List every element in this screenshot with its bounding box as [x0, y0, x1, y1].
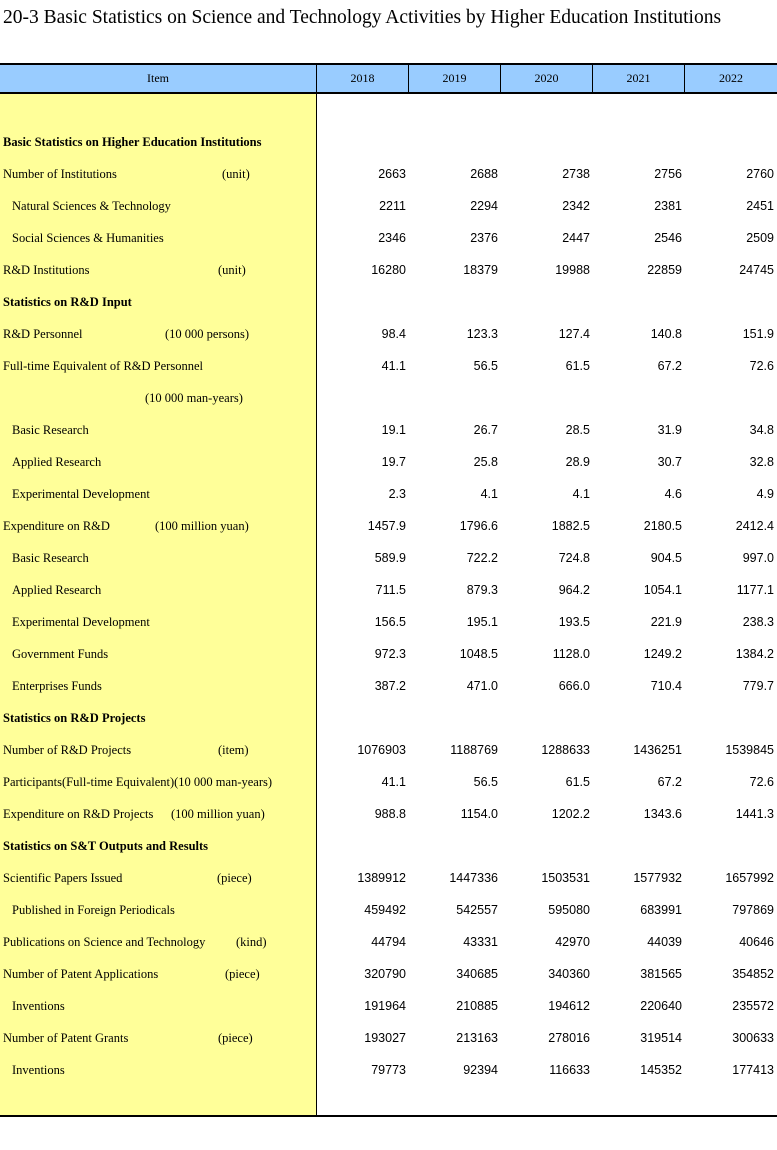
table-cell: 79773 [371, 1063, 406, 1077]
table-cell: 1202.2 [551, 807, 590, 821]
header-year: 2022 [719, 71, 743, 85]
table-row [317, 318, 777, 350]
row-label [0, 862, 317, 894]
table-cell: 43331 [463, 935, 498, 949]
table-cell: 145352 [640, 1063, 682, 1077]
header-year: 2019 [409, 65, 501, 92]
row-label [0, 446, 317, 478]
row-label-text: Natural Sciences & Technology [12, 199, 171, 213]
row-label [0, 318, 317, 350]
table-cell: 1188769 [450, 743, 498, 757]
table-cell: 24745 [739, 263, 774, 277]
table-cell: 666.0 [558, 679, 590, 693]
table-cell: 193.5 [558, 615, 590, 629]
table-row [317, 222, 777, 254]
row-label-text: Basic Statistics on Higher Education Institutions [3, 135, 262, 149]
data-columns [317, 94, 777, 1116]
table-cell: 19.7 [381, 455, 406, 469]
table-cell: 41.1 [381, 775, 406, 789]
table-cell: 72.6 [749, 775, 774, 789]
table-cell: 194612 [548, 999, 590, 1013]
row-label-text: Expenditure on R&D [3, 519, 110, 533]
table-row [317, 446, 777, 478]
table-cell [685, 382, 777, 414]
table-cell: 44039 [647, 935, 682, 949]
row-label [0, 926, 317, 958]
table-cell: 2756 [654, 167, 682, 181]
table-cell: 354852 [732, 967, 774, 981]
table-cell: 278016 [548, 1031, 590, 1045]
table-cell: 238.3 [742, 615, 774, 629]
table-cell: 340360 [548, 967, 590, 981]
table-cell: 722.2 [466, 551, 498, 565]
row-unit: (kind) [236, 935, 267, 949]
row-label [0, 222, 317, 254]
table-cell: 4.6 [664, 487, 682, 501]
row-label [0, 94, 317, 126]
table-cell: 195.1 [466, 615, 498, 629]
row-label [0, 894, 317, 926]
row-unit: (100 million yuan) [155, 519, 249, 533]
table-row [317, 606, 777, 638]
table-cell: 1441.3 [735, 807, 774, 821]
table-cell: 340685 [456, 967, 498, 981]
table-cell: 221.9 [650, 615, 682, 629]
table-cell: 1076903 [357, 743, 406, 757]
table-cell [409, 286, 501, 318]
table-cell: 1128.0 [552, 647, 590, 661]
table-row [317, 126, 777, 158]
table-cell: 61.5 [565, 775, 590, 789]
table-cell [685, 94, 777, 126]
table-row [317, 286, 777, 318]
table-cell: 140.8 [650, 327, 682, 341]
table-cell [685, 830, 777, 862]
row-label-text: Enterprises Funds [12, 679, 102, 693]
table-cell: 67.2 [657, 359, 682, 373]
row-label-text: Social Sciences & Humanities [12, 231, 164, 245]
table-cell [317, 126, 409, 158]
table-row [317, 510, 777, 542]
header-year: 2020 [501, 65, 593, 92]
table-cell: 710.4 [650, 679, 682, 693]
row-label [0, 670, 317, 702]
table-cell: 30.7 [657, 455, 682, 469]
row-label [0, 1054, 317, 1086]
row-label [0, 702, 317, 734]
table-cell: 72.6 [749, 359, 774, 373]
table-cell: 42970 [555, 935, 590, 949]
row-label-text: Scientific Papers Issued [3, 871, 123, 885]
table-cell: 2294 [470, 199, 498, 213]
table-cell: 156.5 [374, 615, 406, 629]
item-column [0, 94, 317, 1116]
table-cell: 964.2 [558, 583, 590, 597]
table-row [317, 94, 777, 126]
table-row [317, 1022, 777, 1054]
row-label [0, 382, 317, 414]
row-label-text: R&D Personnel [3, 327, 83, 341]
table-cell: 4.1 [480, 487, 498, 501]
table-row [317, 862, 777, 894]
table-cell [317, 830, 409, 862]
table-cell: 595080 [548, 903, 590, 917]
table-cell: 116633 [549, 1063, 590, 1077]
table-cell: 1048.5 [459, 647, 498, 661]
table-cell [317, 94, 409, 126]
table-cell [317, 702, 409, 734]
table-cell: 471.0 [466, 679, 498, 693]
table-cell: 1436251 [633, 743, 682, 757]
row-label-text: Basic Research [12, 551, 89, 565]
row-label [0, 606, 317, 638]
table-row [317, 894, 777, 926]
table-row [317, 254, 777, 286]
table-cell: 459492 [364, 903, 406, 917]
table-cell: 2376 [470, 231, 498, 245]
table-cell: 1447336 [449, 871, 498, 885]
table-cell: 2760 [746, 167, 774, 181]
row-unit: (piece) [217, 871, 252, 885]
table-cell: 988.8 [374, 807, 406, 821]
table-cell: 724.8 [558, 551, 590, 565]
table-cell: 123.3 [466, 327, 498, 341]
table-row [317, 990, 777, 1022]
row-label-text: Published in Foreign Periodicals [12, 903, 175, 917]
row-label-text: Government Funds [12, 647, 109, 661]
row-unit: (piece) [218, 1031, 253, 1045]
row-label [0, 158, 317, 190]
table-cell: 797869 [732, 903, 774, 917]
table-cell: 213163 [456, 1031, 498, 1045]
table-cell [501, 702, 593, 734]
table-cell: 40646 [739, 935, 774, 949]
row-unit: (item) [218, 743, 249, 757]
table-cell: 1177.1 [736, 583, 774, 597]
statistics-table [0, 63, 777, 1116]
table-cell [685, 702, 777, 734]
row-label [0, 798, 317, 830]
table-cell [501, 94, 593, 126]
table-cell: 1539845 [725, 743, 774, 757]
table-cell: 1154.0 [460, 807, 498, 821]
table-cell: 56.5 [473, 359, 498, 373]
row-label-text: Expenditure on R&D Projects [3, 807, 154, 821]
table-cell: 997.0 [742, 551, 774, 565]
table-row [317, 638, 777, 670]
row-label [0, 478, 317, 510]
table-row [317, 734, 777, 766]
table-row [317, 478, 777, 510]
table-cell: 2180.5 [643, 519, 682, 533]
table-cell: 18379 [463, 263, 498, 277]
table-cell: 4.1 [572, 487, 590, 501]
row-label-text: Participants(Full-time Equivalent)(10 000 man-years) [3, 775, 273, 789]
table-cell [593, 702, 685, 734]
table-cell: 19988 [555, 263, 590, 277]
row-unit: (10 000 man-years) [145, 391, 243, 405]
table-cell: 56.5 [473, 775, 498, 789]
row-unit: (piece) [225, 967, 260, 981]
header-item: Item [0, 65, 317, 92]
table-cell [593, 126, 685, 158]
row-label-text: Basic Research [12, 423, 89, 437]
row-label [0, 254, 317, 286]
table-cell: 177413 [732, 1063, 774, 1077]
page-title: 20-3 Basic Statistics on Science and Technology Activities by Higher Education Institutions [3, 7, 722, 28]
table-cell: 2447 [562, 231, 590, 245]
row-label-text: Full-time Equivalent of R&D Personnel [3, 359, 203, 373]
table-cell: 1249.2 [643, 647, 682, 661]
table-row [317, 542, 777, 574]
table-cell: 2346 [378, 231, 406, 245]
table-cell: 220640 [640, 999, 682, 1013]
row-label-text: Applied Research [12, 455, 102, 469]
table-cell: 1054.1 [643, 583, 682, 597]
table-cell: 381565 [640, 967, 682, 981]
table-cell: 2663 [378, 167, 406, 181]
table-row [317, 414, 777, 446]
row-label [0, 830, 317, 862]
table-cell: 98.4 [381, 327, 406, 341]
table-cell: 41.1 [381, 359, 406, 373]
table-cell [501, 286, 593, 318]
row-label [0, 510, 317, 542]
table-cell [685, 126, 777, 158]
table-cell [501, 382, 593, 414]
table-cell: 2509 [746, 231, 774, 245]
row-label [0, 126, 317, 158]
table-cell: 25.8 [473, 455, 498, 469]
table-cell: 320790 [364, 967, 406, 981]
table-row [317, 766, 777, 798]
table-cell: 127.4 [558, 327, 590, 341]
table-cell: 2342 [562, 199, 590, 213]
row-label-text: Statistics on S&T Outputs and Results [3, 839, 209, 853]
table-bottom-rule [0, 1115, 777, 1117]
table-cell: 16280 [371, 263, 406, 277]
table-cell: 1657992 [725, 871, 774, 885]
table-cell: 1503531 [541, 871, 590, 885]
table-cell: 300633 [732, 1031, 774, 1045]
table-cell: 28.5 [565, 423, 590, 437]
row-label-text: Number of Institutions [3, 167, 117, 181]
table-cell [501, 830, 593, 862]
row-unit: (unit) [222, 167, 250, 181]
table-cell: 19.1 [381, 423, 406, 437]
table-cell: 4.9 [756, 487, 774, 501]
table-cell [501, 126, 593, 158]
table-cell: 711.5 [375, 583, 406, 597]
table-cell [409, 94, 501, 126]
row-label [0, 734, 317, 766]
row-label-text: Number of R&D Projects [3, 743, 132, 757]
table-cell: 1384.2 [735, 647, 774, 661]
table-row [317, 926, 777, 958]
table-cell: 2211 [379, 199, 406, 213]
table-cell [317, 382, 409, 414]
table-cell: 31.9 [657, 423, 682, 437]
row-label-text: Statistics on R&D Input [3, 295, 132, 309]
table-cell [409, 702, 501, 734]
table-cell: 34.8 [749, 423, 774, 437]
table-cell: 2412.4 [735, 519, 774, 533]
row-label [0, 638, 317, 670]
table-cell: 61.5 [565, 359, 590, 373]
table-cell: 542557 [456, 903, 498, 917]
table-cell: 1882.5 [551, 519, 590, 533]
table-cell: 1288633 [541, 743, 590, 757]
row-unit: (unit) [218, 263, 246, 277]
table-row [317, 830, 777, 862]
table-cell [593, 94, 685, 126]
table-header [0, 65, 777, 94]
table-cell: 1577932 [633, 871, 682, 885]
row-label [0, 414, 317, 446]
table-body [0, 94, 777, 1116]
table-row [317, 958, 777, 990]
table-cell: 1457.9 [367, 519, 406, 533]
table-cell: 44794 [371, 935, 406, 949]
table-cell: 193027 [364, 1031, 406, 1045]
table-cell: 589.9 [374, 551, 406, 565]
table-cell: 26.7 [473, 423, 498, 437]
row-label [0, 190, 317, 222]
table-cell: 151.9 [742, 327, 774, 341]
table-cell: 2381 [654, 199, 682, 213]
row-label-text: Number of Patent Applications [3, 967, 159, 981]
table-row [317, 1054, 777, 1086]
row-label-text: Inventions [12, 1063, 65, 1077]
row-unit: (100 million yuan) [171, 807, 265, 821]
table-cell: 319514 [640, 1031, 682, 1045]
row-label [0, 542, 317, 574]
row-label [0, 958, 317, 990]
table-cell: 904.5 [650, 551, 682, 565]
table-cell: 1343.6 [643, 807, 682, 821]
row-label [0, 990, 317, 1022]
table-cell [685, 286, 777, 318]
table-row [317, 382, 777, 414]
row-label-text: R&D Institutions [3, 263, 90, 277]
table-cell: 2738 [562, 167, 590, 181]
row-label-text: Inventions [12, 999, 65, 1013]
table-row [317, 574, 777, 606]
row-label-text: Statistics on R&D Projects [3, 711, 146, 725]
row-label [0, 286, 317, 318]
table-cell: 879.3 [466, 583, 498, 597]
table-cell: 779.7 [742, 679, 774, 693]
row-label-text: Number of Patent Grants [3, 1031, 129, 1045]
table-cell: 22859 [647, 263, 682, 277]
table-cell [409, 830, 501, 862]
table-row [317, 702, 777, 734]
row-label-text: Experimental Development [12, 487, 150, 501]
table-cell: 2546 [654, 231, 682, 245]
table-cell [409, 382, 501, 414]
table-cell [593, 382, 685, 414]
table-cell: 683991 [640, 903, 682, 917]
table-row [317, 158, 777, 190]
table-cell [317, 286, 409, 318]
table-cell: 28.9 [565, 455, 590, 469]
table-cell: 1389912 [357, 871, 406, 885]
table-cell [593, 286, 685, 318]
row-label-text: Experimental Development [12, 615, 150, 629]
row-label [0, 350, 317, 382]
table-cell: 2688 [470, 167, 498, 181]
table-row [317, 798, 777, 830]
table-cell: 1796.6 [459, 519, 498, 533]
table-cell: 92394 [463, 1063, 498, 1077]
table-cell: 32.8 [749, 455, 774, 469]
row-label-text: Publications on Science and Technology [3, 935, 206, 949]
row-label-text: Applied Research [12, 583, 102, 597]
row-label [0, 766, 317, 798]
table-cell: 2.3 [388, 487, 406, 501]
table-cell: 210885 [456, 999, 498, 1013]
table-row [317, 350, 777, 382]
row-unit: (10 000 persons) [165, 327, 250, 341]
table-cell: 191964 [364, 999, 406, 1013]
table-cell: 2451 [746, 199, 774, 213]
table-cell [409, 126, 501, 158]
header-year: 2018 [317, 65, 409, 92]
row-label [0, 574, 317, 606]
table-cell: 67.2 [657, 775, 682, 789]
table-row [317, 670, 777, 702]
table-row [317, 190, 777, 222]
table-cell: 235572 [732, 999, 774, 1013]
header-year: 2021 [593, 65, 685, 92]
table-cell: 387.2 [374, 679, 406, 693]
table-cell [593, 830, 685, 862]
row-label [0, 1022, 317, 1054]
table-cell: 972.3 [374, 647, 406, 661]
